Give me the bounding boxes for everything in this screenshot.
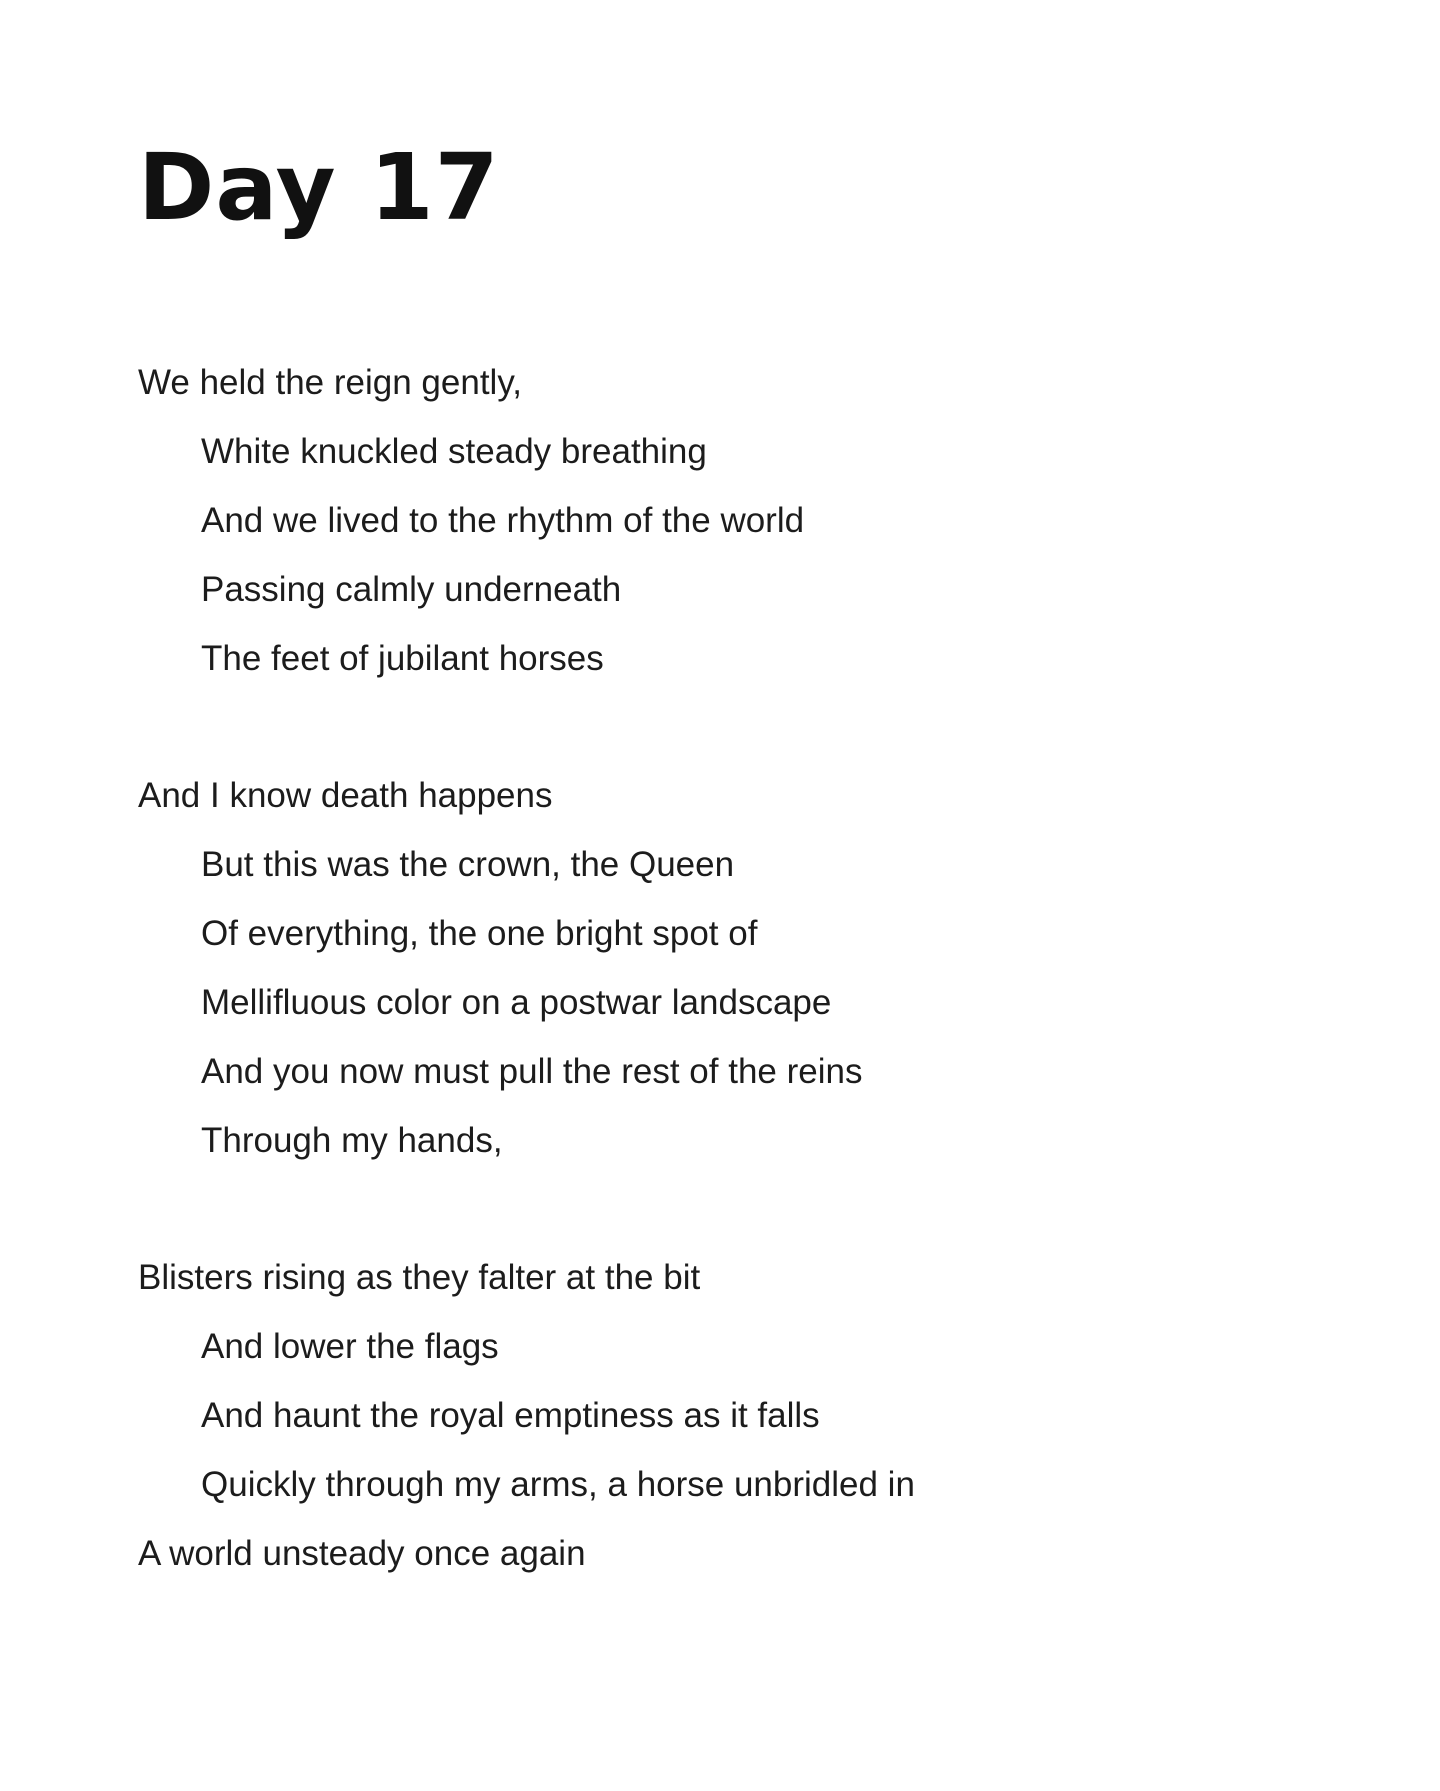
poem-line: We held the reign gently, <box>138 363 522 402</box>
poem-line: The feet of jubilant horses <box>201 639 604 678</box>
poem-line: Of everything, the one bright spot of <box>201 914 758 953</box>
poem-line: Passing calmly underneath <box>201 570 622 609</box>
poem-body <box>138 348 1338 1588</box>
poem-line: Mellifluous color on a postwar landscape <box>201 983 832 1022</box>
stanza-1 <box>138 348 1338 693</box>
stanza-3 <box>138 1243 1338 1588</box>
poem-line: And lower the flags <box>201 1327 499 1366</box>
poem-line: And we lived to the rhythm of the world <box>201 501 805 540</box>
page-title: Day 17 <box>138 134 500 241</box>
poem-line: But this was the crown, the Queen <box>201 845 735 884</box>
poem-line: And you now must pull the rest of the reins <box>201 1052 863 1091</box>
poem-line: Quickly through my arms, a horse unbridled in <box>201 1465 915 1504</box>
poem-line: And haunt the royal emptiness as it falls <box>201 1396 820 1435</box>
stanza-divider <box>138 693 1338 761</box>
poem-line: And I know death happens <box>138 776 553 815</box>
poem-line: Through my hands, <box>201 1121 503 1160</box>
stanza-2 <box>138 761 1338 1175</box>
poem-line: White knuckled steady breathing <box>201 432 707 471</box>
poem-line: Blisters rising as they falter at the bit <box>138 1258 701 1297</box>
poem-line: A world unsteady once again <box>138 1534 586 1573</box>
stanza-divider <box>138 1175 1338 1243</box>
